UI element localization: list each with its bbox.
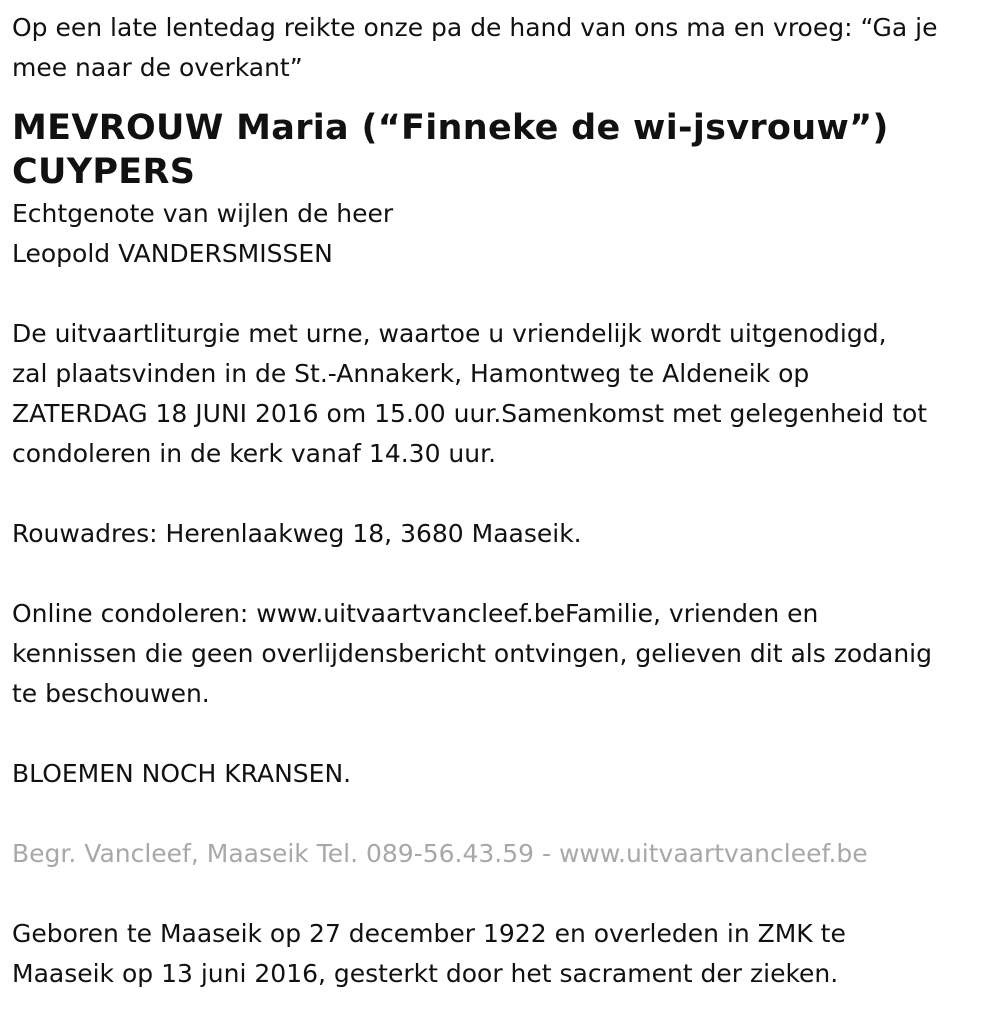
ceremony-line-2: zal plaatsvinden in de St.-Annakerk, Hamontweg te Aldeneik op [12,359,810,388]
ceremony-line-3: ZATERDAG 18 JUNI 2016 om 15.00 uur.Samenkomst met gelegenheid tot [12,399,928,428]
address-line-1: Rouwadres: Herenlaakweg 18, 3680 Maaseik. [12,519,582,548]
ceremony-info [12,314,988,474]
spouse-info [12,194,988,274]
birth-line-2: Maaseik op 13 juni 2016, gesterkt door het sacrament der zieken. [12,959,839,988]
undertaker-line-1: Begr. Vancleef, Maaseik Tel. 089-56.43.59 - www.uitvaartvancleef.be [12,839,868,868]
spacer [12,274,988,314]
online-line-2: kennissen die geen overlijdensbericht ontvingen, gelieven dit als zodanig [12,639,932,668]
intro-line-1: Op een late lentedag reikte onze pa de hand van ons ma en vroeg: “Ga je [12,13,938,42]
intro-quote [12,8,988,88]
spacer [12,554,988,594]
intro-line-2: mee naar de overkant” [12,53,303,82]
online-line-1: Online condoleren: www.uitvaartvancleef.beFamilie, vrienden en [12,599,819,628]
online-line-3: te beschouwen. [12,679,210,708]
mourning-address [12,514,988,554]
ceremony-line-4: condoleren in de kerk vanaf 14.30 uur. [12,439,497,468]
deceased-name-line-1: MEVROUW Maria (“Finneke de wi-jsvrouw”) [12,108,889,148]
flowers-notice [12,754,988,794]
online-condolence [12,594,988,714]
spacer [12,714,988,754]
ceremony-line-1: De uitvaartliturgie met urne, waartoe u vriendelijk wordt uitgenodigd, [12,319,887,348]
deceased-name [12,106,988,194]
birth-death-info [12,914,988,994]
undertaker-info [12,834,988,874]
spacer [12,794,988,834]
birth-line-1: Geboren te Maaseik op 27 december 1922 en overleden in ZMK te [12,919,846,948]
spacer [12,874,988,914]
deceased-name-line-2: CUYPERS [12,152,196,192]
spouse-line-1: Echtgenote van wijlen de heer [12,199,394,228]
spacer [12,474,988,514]
flowers-line-1: BLOEMEN NOCH KRANSEN. [12,759,352,788]
spouse-line-2: Leopold VANDERSMISSEN [12,239,333,268]
